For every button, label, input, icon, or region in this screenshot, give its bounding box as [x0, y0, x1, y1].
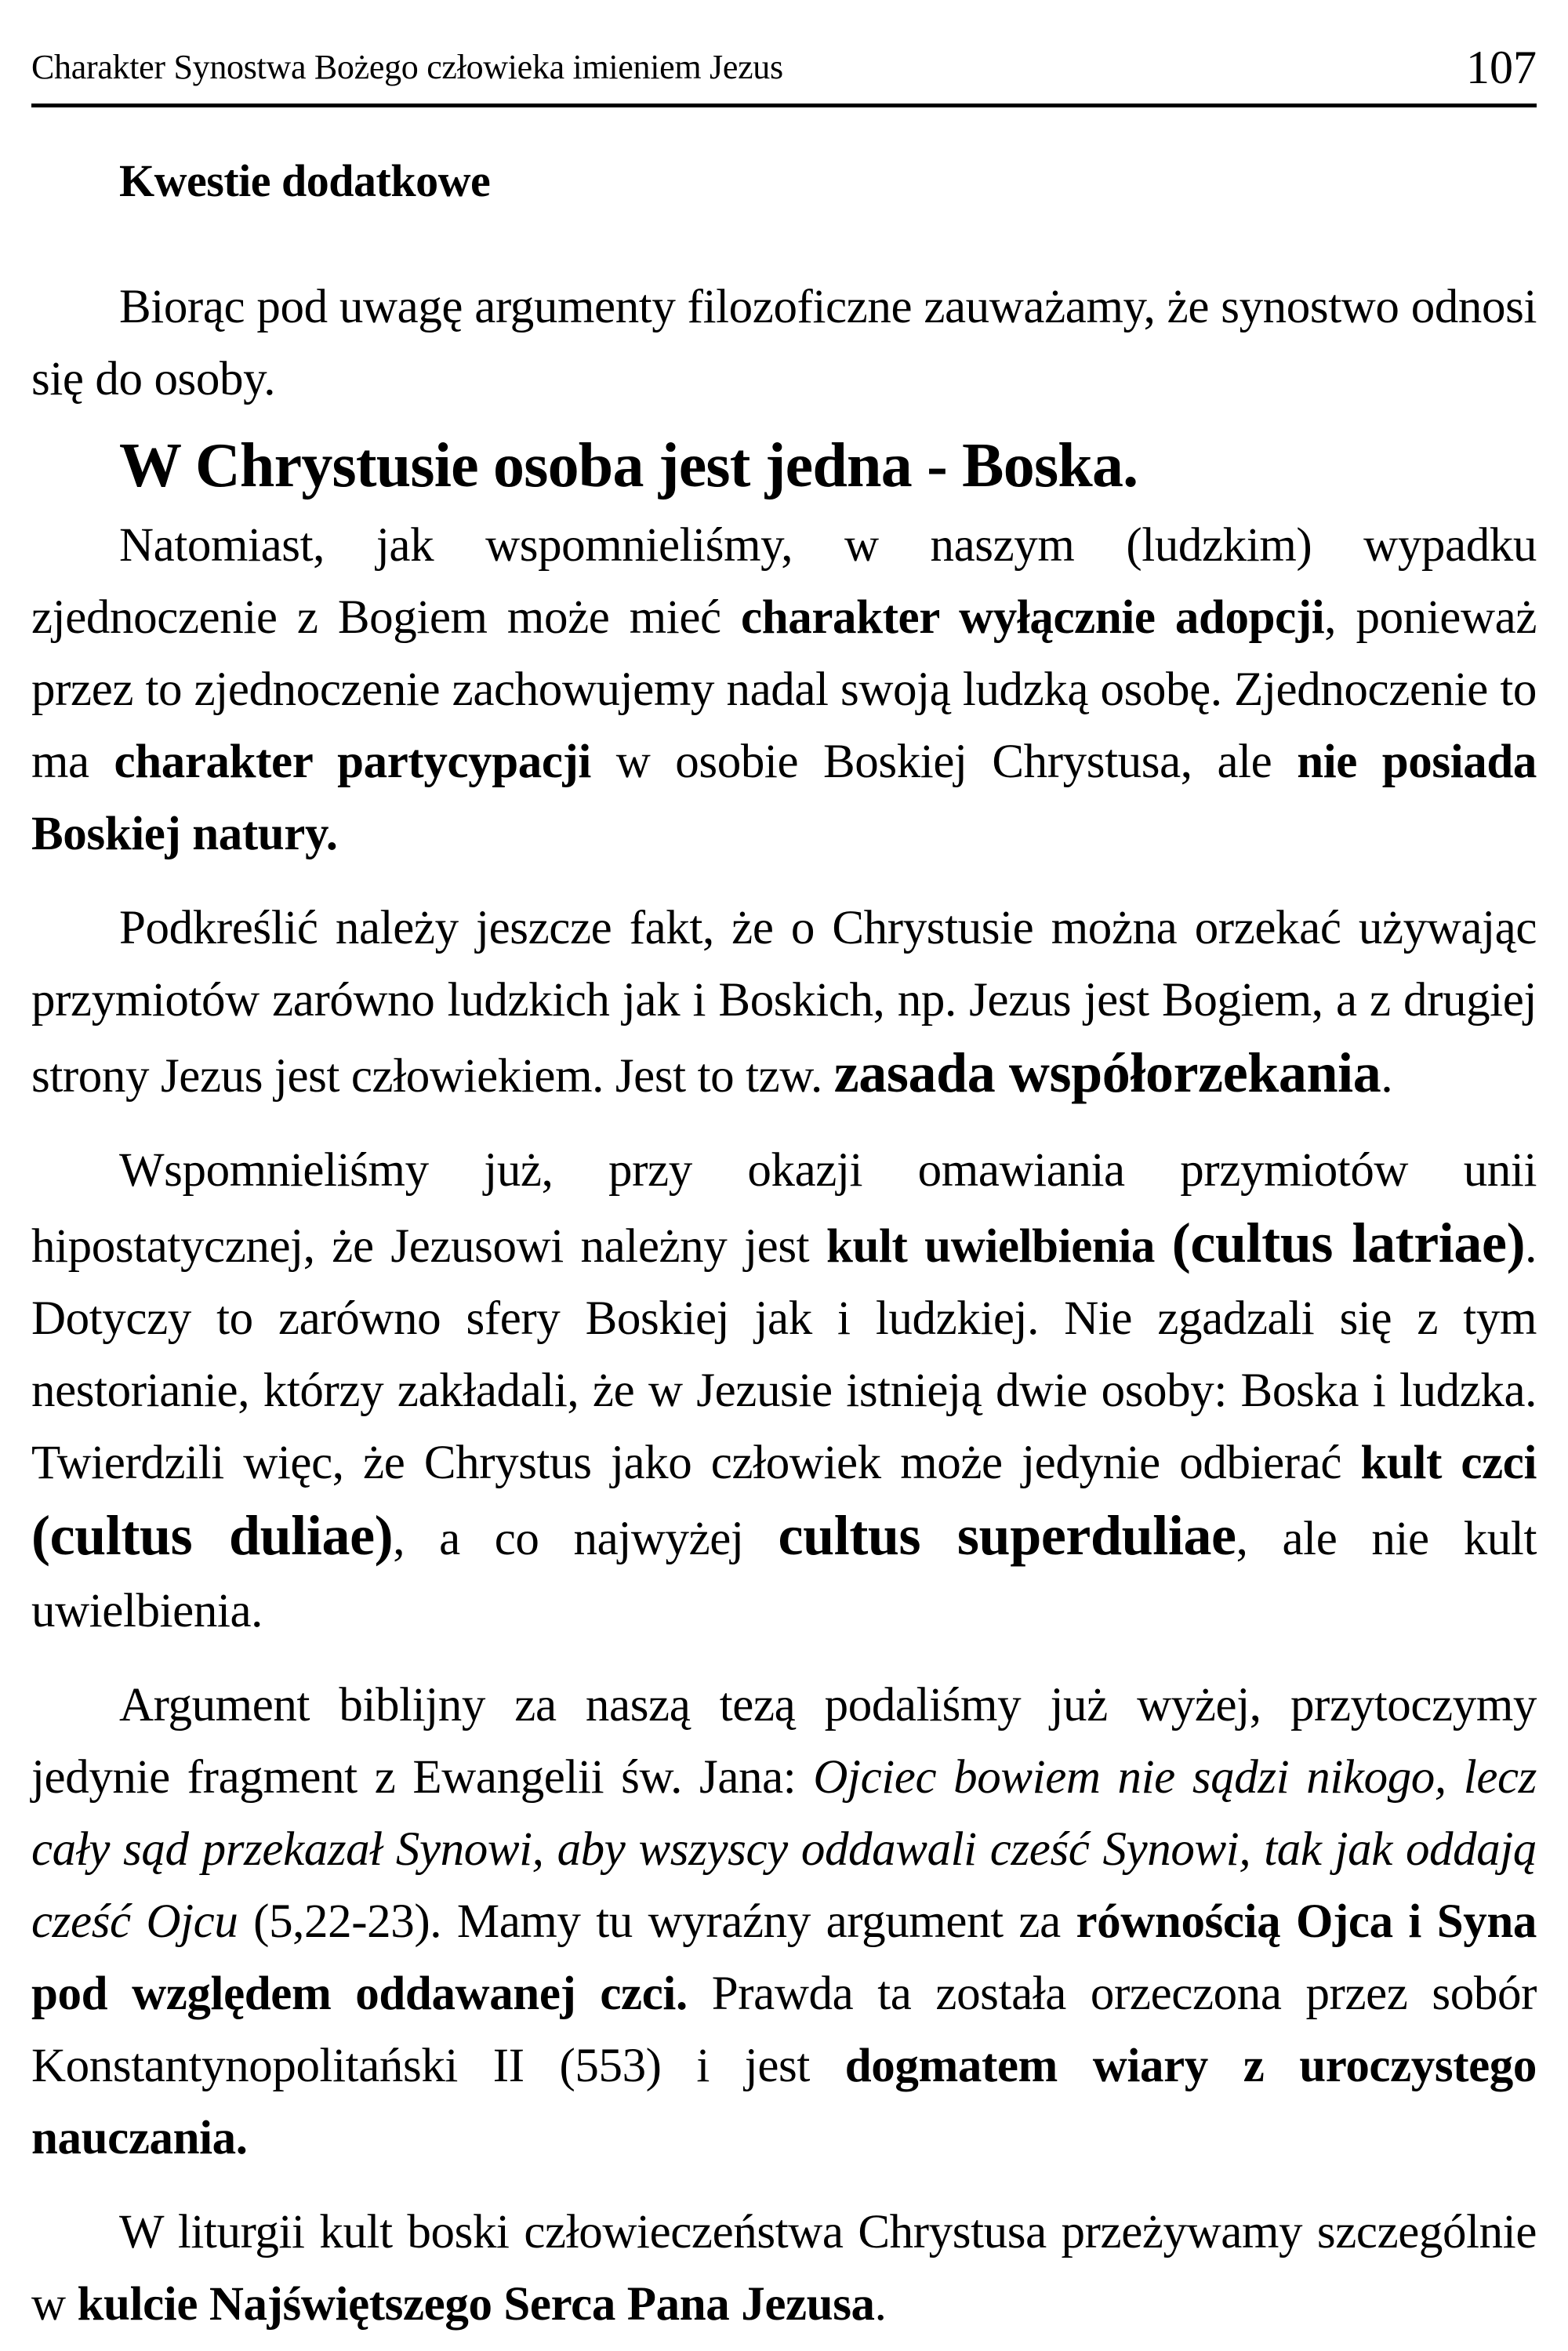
- bold-span: dogmatem wiary z uroczystego nauczania: [31, 2040, 1537, 2164]
- text-span: , ale nie kult uwielbienia.: [31, 1513, 1537, 1637]
- text-span: w osobie Boskiej Chrystusa, ale: [590, 736, 1298, 788]
- bold-span: (cultus latriae): [1171, 1212, 1526, 1274]
- text-span: . Dotyczy to zarówno sfery Boskiej jak i ludzkiej. Nie zgadzali się z tym nestorianie, którzy zakładali, że w Jezusie istnieją dwie osoby: Boska i ludzka. Twierdzili więc, że Chrystus jako człowiek może jedynie odbierać: [31, 1220, 1537, 1489]
- running-title: Charakter Synostwa Bożego człowieka imieniem Jezus: [31, 48, 783, 86]
- bold-span: równością Ojca i Syna pod względem oddawanej czci.: [31, 1895, 1537, 2020]
- text-span: W liturgii kult boski człowieczeństwa Chrystusa przeżywamy szczególnie w: [31, 2206, 1537, 2331]
- bold-span: charakter wyłącznie adopcji: [741, 591, 1325, 644]
- body-text: [31, 110, 1537, 2341]
- emphasized-statement: W Chrystusie osoba jest jedna - Boska.: [119, 431, 1138, 500]
- text-span: [1155, 1220, 1172, 1273]
- italic-quote: Ojciec bowiem nie sądzi nikogo, lecz cały sąd przekazał Synowi, aby wszyscy oddawali cześć Synowi, tak jak oddają cześć Ojcu: [31, 1751, 1537, 1948]
- page-header: [31, 41, 1537, 104]
- bold-span: kult czci: [1360, 1437, 1537, 1489]
- bold-span: (cultus duliae): [31, 1504, 394, 1567]
- text-span: .: [325, 808, 338, 860]
- text-span: .: [235, 2112, 248, 2164]
- bold-span: zasada współorzekania: [833, 1041, 1381, 1104]
- paragraph-cult: [31, 1135, 1537, 1648]
- header-rule: [31, 104, 1537, 107]
- text-span: Podkreślić należy jeszcze fakt, że o Chrystusie można orzekać używając przymiotów zarówno ludzkich jak i Boskich, np. Jezus jest Bogiem, a z drugiej strony Jezus jest człowiekiem. Jest to tzw.: [31, 902, 1537, 1103]
- bold-span: kult uwielbienia: [826, 1220, 1156, 1273]
- paragraph-co-predication: [31, 892, 1537, 1113]
- text-span: Wspomnieliśmy już, przy okazji omawiania przymiotów unii hipostatycznej, że Jezusowi należny jest: [31, 1144, 1537, 1273]
- text-span: Prawda ta została orzeczona przez sobór Konstantynopolitański II (553) i jest: [31, 1968, 1537, 2092]
- bold-span: charakter partycypacji: [114, 736, 591, 788]
- bold-span: kulcie Najświętszego Serca Pana Jezusa: [77, 2278, 875, 2331]
- text-span: , ponieważ przez to zjednoczenie zachowujemy nadal swoją ludzką osobę. Zjednoczenie to ma: [31, 591, 1537, 788]
- section-heading: Kwestie dodatkowe: [119, 155, 491, 206]
- page-number: 107: [1466, 42, 1537, 93]
- paragraph-liturgy: [31, 2197, 1537, 2341]
- text-span: Argument biblijny za naszą tezą podaliśmy już wyżej, przytoczymy jedynie fragment z Ewangelii św. Jana:: [31, 1679, 1537, 1804]
- text-span: Natomiast, jak wspomnieliśmy, w naszym (ludzkim) wypadku zjednoczenie z Bogiem może mieć: [31, 519, 1537, 644]
- text-span: , a co najwyżej: [393, 1513, 779, 1565]
- paragraph-intro: Biorąc pod uwagę argumenty filozoficzne zauważamy, że synostwo odnosi się do osoby.: [31, 281, 1537, 405]
- text-span: .: [874, 2278, 887, 2331]
- paragraph-biblical-argument: [31, 1670, 1537, 2175]
- text-span: (5,22-23). Mamy tu wyraźny argument za: [238, 1895, 1076, 1948]
- paragraph-adoption: [31, 510, 1537, 870]
- text-span: .: [1381, 1050, 1393, 1103]
- bold-span: cultus superduliae: [778, 1504, 1236, 1567]
- bold-span: nie posiada Boskiej natury: [31, 736, 1537, 860]
